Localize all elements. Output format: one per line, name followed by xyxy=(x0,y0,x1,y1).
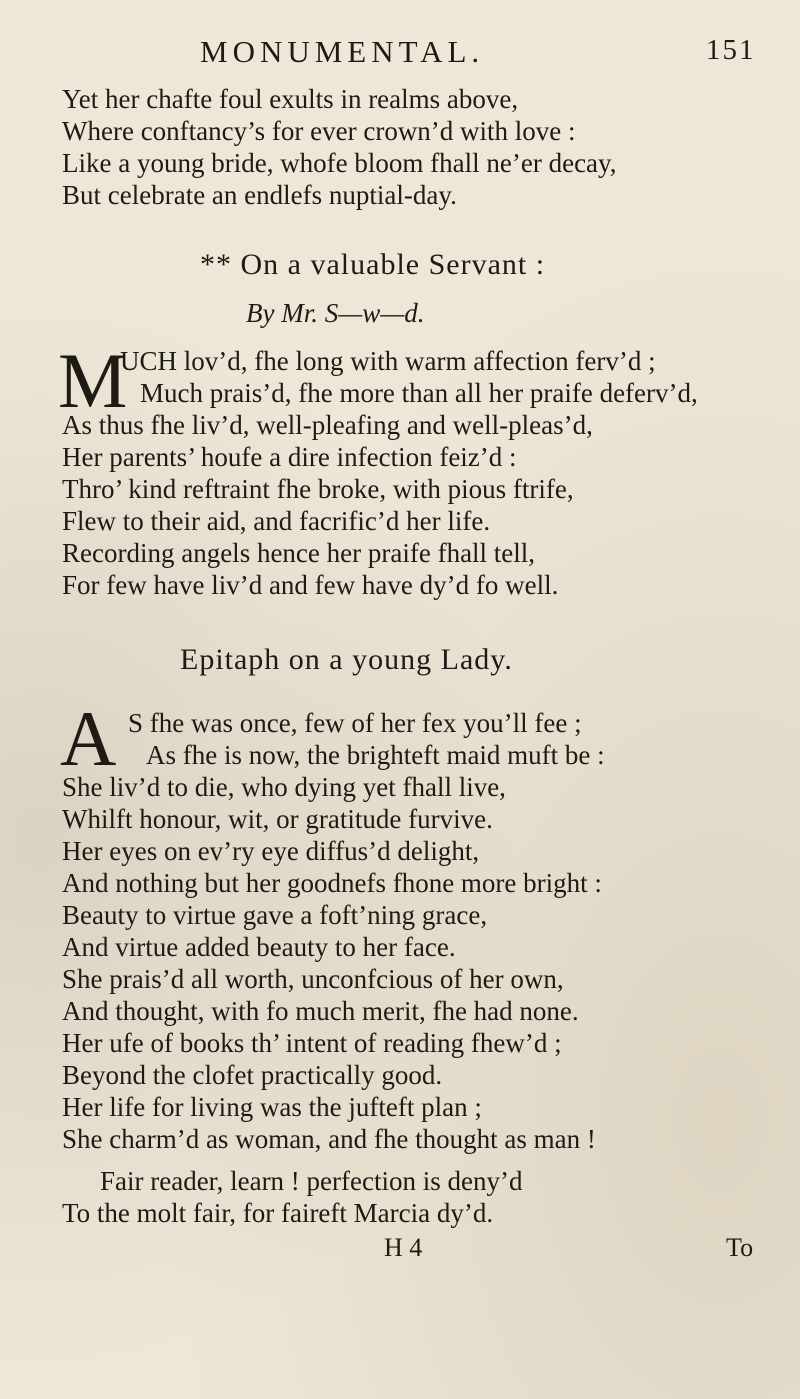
page-number: 151 xyxy=(706,34,756,66)
stanza-line: Like a young bride, whofe bloom fhall ne’er decay, xyxy=(62,148,617,178)
poem-line: For few have liv’d and few have dy’d fo well. xyxy=(62,570,559,600)
poem-line: She charm’d as woman, and fhe thought as man ! xyxy=(62,1124,596,1154)
poem-line: Beauty to virtue gave a foft’ning grace, xyxy=(62,900,488,930)
poem-line: Beyond the clofet practically good. xyxy=(62,1060,443,1090)
poem-byline: By Mr. S—w—d. xyxy=(246,298,425,328)
stanza-line: Where conftancy’s for ever crown’d with love : xyxy=(62,116,576,146)
poem-line: And nothing but her goodnefs fhone more bright : xyxy=(62,868,602,898)
poem-line: To the molt fair, for faireft Marcia dy’d. xyxy=(62,1198,494,1228)
running-title: MONUMENTAL. xyxy=(200,34,485,69)
poem-line: And thought, with fo much merit, fhe had none. xyxy=(62,996,579,1026)
poem-line: Her parents’ houfe a dire infection feiz’d : xyxy=(62,442,517,472)
poem-line: Her eyes on ev’ry eye diffus’d delight, xyxy=(62,836,480,866)
stanza-line: Yet her chafte foul exults in realms above, xyxy=(62,84,519,114)
poem-line: Flew to their aid, and facrific’d her life. xyxy=(62,506,491,536)
catchword: To xyxy=(726,1233,754,1262)
poem-line: Fair reader, learn ! perfection is deny’d xyxy=(100,1166,523,1196)
poem-line: She prais’d all worth, unconfcious of her own, xyxy=(62,964,564,994)
poem-title: ** On a valuable Servant : xyxy=(200,248,546,281)
signature-mark: H 4 xyxy=(384,1233,423,1262)
poem-line: As fhe is now, the brighteft maid muft be : xyxy=(146,740,605,770)
stanza-line: But celebrate an endlefs nuptial-day. xyxy=(62,180,457,210)
poem-line: Whilft honour, wit, or gratitude furvive. xyxy=(62,804,493,834)
drop-cap: A xyxy=(60,695,117,782)
poem-line: Much prais’d, fhe more than all her praife deferv’d, xyxy=(140,378,698,408)
poem-line: Recording angels hence her praife fhall tell, xyxy=(62,538,536,568)
poem-line: Thro’ kind reftraint fhe broke, with pious ftrife, xyxy=(62,474,574,504)
drop-cap: M xyxy=(58,337,128,424)
poem-line: Her life for living was the jufteft plan ; xyxy=(62,1092,482,1122)
poem-line: She liv’d to die, who dying yet fhall live, xyxy=(62,772,506,802)
poem-line: Her ufe of books th’ intent of reading fhew’d ; xyxy=(62,1028,562,1058)
poem-line: UCH lov’d, fhe long with warm affection ferv’d ; xyxy=(120,346,656,376)
poem-line: S fhe was once, few of her fex you’ll fee ; xyxy=(128,708,582,738)
poem-title: Epitaph on a young Lady. xyxy=(180,643,513,676)
poem-line: And virtue added beauty to her face. xyxy=(62,932,456,962)
poem-line: As thus fhe liv’d, well-pleafing and well-pleas’d, xyxy=(62,410,593,440)
